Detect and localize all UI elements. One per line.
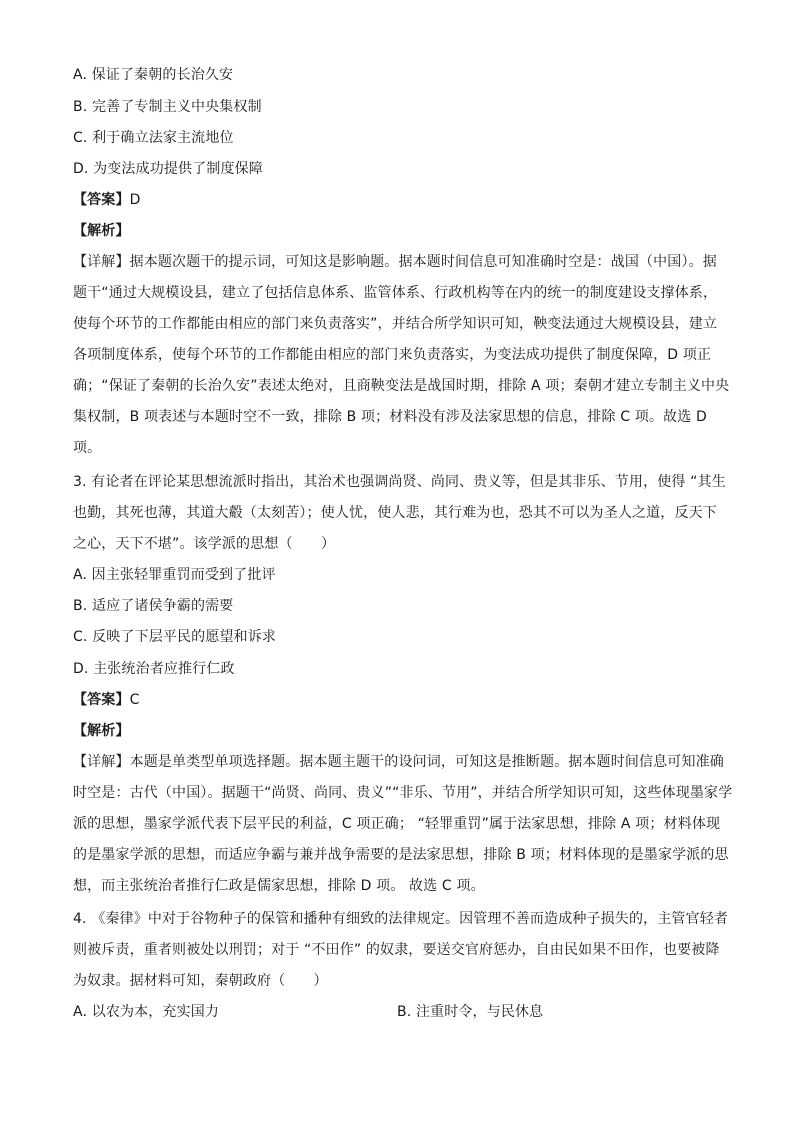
answer-value: C bbox=[129, 692, 140, 708]
q3-option-a: A. 因主张轻罪重罚而受到了批评 bbox=[73, 567, 276, 583]
q4-stem-line: 则被斥责，重者则被处以刑罚；对于 “不田作” 的奴隶，要送交官府惩办，自由民如果不田作，也要被降 bbox=[73, 942, 720, 958]
q2-option-c: C. 利于确立法家主流地位 bbox=[73, 130, 234, 146]
q3-option-b: B. 适应了诸侯争霸的需要 bbox=[73, 598, 234, 614]
q3-detail-line: 时空是：古代（中国）。据题干“尚贤、尚同、贵义”“非乐、节用”，并结合所学知识可知，这些体现墨家学 bbox=[73, 785, 733, 801]
answer-tag: 【答案】 bbox=[73, 692, 130, 708]
answer-tag: 【答案】 bbox=[73, 192, 130, 208]
q3-detail-line: 的是墨家学派的思想，而适应争霸与兼并战争需要的是法家思想，排除 B 项；材料体现的是墨家学派的思 bbox=[73, 847, 729, 863]
q2-analysis-tag: 【解析】 bbox=[73, 223, 130, 239]
q4-option-a: A. 以农为本，充实国力 bbox=[73, 1004, 220, 1020]
q3-detail-line: 想，而主张统治者推行仁政是儒家思想，排除 D 项。 故选 C 项。 bbox=[73, 878, 485, 894]
q2-answer bbox=[73, 190, 141, 210]
q2-detail-line: 【详解】据本题次题干的提示词，可知这是影响题。据本题时间信息可知准确时空是：战国（中国）。据 bbox=[73, 254, 717, 270]
answer-value: D bbox=[129, 192, 141, 208]
q4-stem-line: 为奴隶。据材料可知，秦朝政府（ ） bbox=[73, 973, 328, 989]
q3-detail-line: 派的思想，墨家学派代表下层平民的利益，C 项正确； “轻罪重罚”属于法家思想，排除 A 项；材料体现 bbox=[73, 816, 721, 832]
q4-option-b: B. 注重时令，与民休息 bbox=[397, 1004, 544, 1020]
q2-option-b: B. 完善了专制主义中央集权制 bbox=[73, 99, 262, 115]
q4-stem-line: 4. 《秦律》中对于谷物种子的保管和播种有细致的法律规定。因管理不善而造成种子损失的，主管官轻者 bbox=[73, 911, 729, 927]
q3-stem-line: 也勤，其死也薄，其道大觳（太刻苦）；使人忧，使人悲，其行难为也，恐其不可以为圣人之道，反天下 bbox=[73, 505, 717, 521]
q3-stem-line: 3. 有论者在评论某思想流派时指出，其治术也强调尚贤、尚同、贵义等，但是其非乐、节用，使得 “其生 bbox=[73, 474, 726, 490]
q3-option-d: D. 主张统治者应推行仁政 bbox=[73, 661, 235, 677]
q2-option-a: A. 保证了秦朝的长治久安 bbox=[73, 67, 234, 83]
q2-detail-line: 各项制度体系，使每个环节的工作都能由相应的部门来负责落实，为变法成功提供了制度保障，D 项正 bbox=[73, 347, 712, 363]
q3-answer bbox=[73, 690, 140, 710]
q2-detail-line: 使每个环节的工作都能由相应的部门来负责落实”，并结合所学知识可知，鞅变法通过大规模设县，建立 bbox=[73, 316, 718, 332]
q2-detail-line: 项。 bbox=[73, 440, 102, 456]
q2-detail-line: 集权制，B 项表述与本题时空不一致，排除 B 项；材料没有涉及法家思想的信息，排除 C 项。故选 D bbox=[73, 409, 707, 425]
q3-detail-line: 【详解】本题是单类型单项选择题。据本题主题干的设问词，可知这是推断题。据本题时间信息可知准确 bbox=[73, 754, 724, 770]
q2-detail-line: 确；“保证了秦朝的长治久安”表述太绝对，且商鞅变法是战国时期，排除 A 项；秦朝才建立专制主义中央 bbox=[73, 378, 730, 394]
q3-analysis-tag: 【解析】 bbox=[73, 723, 130, 739]
q3-stem-line: 之心，天下不堪”。该学派的思想（ ） bbox=[73, 536, 336, 552]
q3-option-c: C. 反映了下层平民的愿望和诉求 bbox=[73, 629, 277, 645]
q2-detail-line: 题干“通过大规模设县，建立了包括信息体系、监管体系、行政机构等在内的统一的制度建设支撑体系， bbox=[73, 285, 718, 301]
q2-option-d: D. 为变法成功提供了制度保障 bbox=[73, 161, 263, 177]
